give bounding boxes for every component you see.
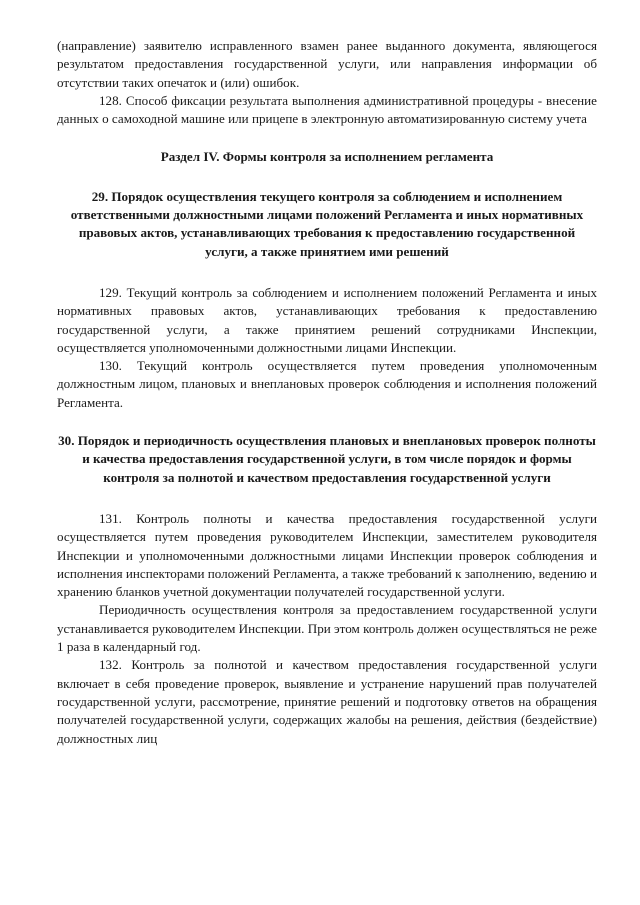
paragraph-129: 129. Текущий контроль за соблюдением и исполнением положений Регламента и иных нормативных правовых актов, устанавливающих требования к предоставлению государственной услуги, а также принятием решений сотрудниками Инспекции, осуществляется уполномоченными должностными лицами Инспекции.: [57, 284, 597, 355]
paragraph-130: 130. Текущий контроль осуществляется путем проведения уполномоченным должностным лицом, плановых и внеплановых проверок соблюдения и исполнения положений Регламента.: [57, 358, 597, 410]
paragraph-continuation: (направление) заявителю исправленного взамен ранее выданного документа, являющегося результатом предоставления государственной услуги, или направления информации об отсутствии таких опечаток и (или) ошибок.: [57, 38, 597, 90]
heading-30: 30. Порядок и периодичность осуществления плановых и внеплановых проверок полноты и качества предоставления государственной услуги, в том числе порядок и формы контроля за полнотой и качеством предоставления государственной услуги: [58, 433, 596, 485]
heading-29: 29. Порядок осуществления текущего контроля за соблюдением и исполнением ответственными должностными лицами положений Регламента и иных нормативных правовых актов, устанавливающих требования к предоставлению государственной услуги, а также принятием ими решений: [70, 188, 584, 259]
paragraph-131: 131. Контроль полноты и качества предоставления государственной услуги осуществляется путем проведения руководителем Инспекции, заместителем руководителя Инспекции и уполномоченными должностными лицами Инспекции проверок соблюдения и исполнения инспекторами положений Регламента, а также требований к заполнению, ведению и хранению бланков учетной документации получателей государственной услуги.: [57, 510, 597, 600]
document-page: [57, 37, 597, 748]
section-title: Раздел IV. Формы контроля за исполнением регламента: [160, 149, 494, 165]
paragraph-128: 128. Способ фиксации результата выполнения административной процедуры - внесение данных о самоходной машине или прицепе в электронную автоматизированную систему учета: [57, 92, 597, 127]
paragraph-132: 132. Контроль за полнотой и качеством предоставления государственной услуги включает в себя проведение проверок, выявление и устранение нарушений прав получателей государственной услуги, рассмотрение, принятие решений и подготовку ответов на обращения получателей государственной услуги, содержащих жалобы на решения, действия (бездействие) должностных лиц: [57, 657, 597, 746]
paragraph-periodicity: Периодичность осуществления контроля за предоставлением государственной услуги устанавливается руководителем Инспекции. При этом контроль должен осуществляться не реже 1 раза в календарный год.: [57, 602, 597, 655]
